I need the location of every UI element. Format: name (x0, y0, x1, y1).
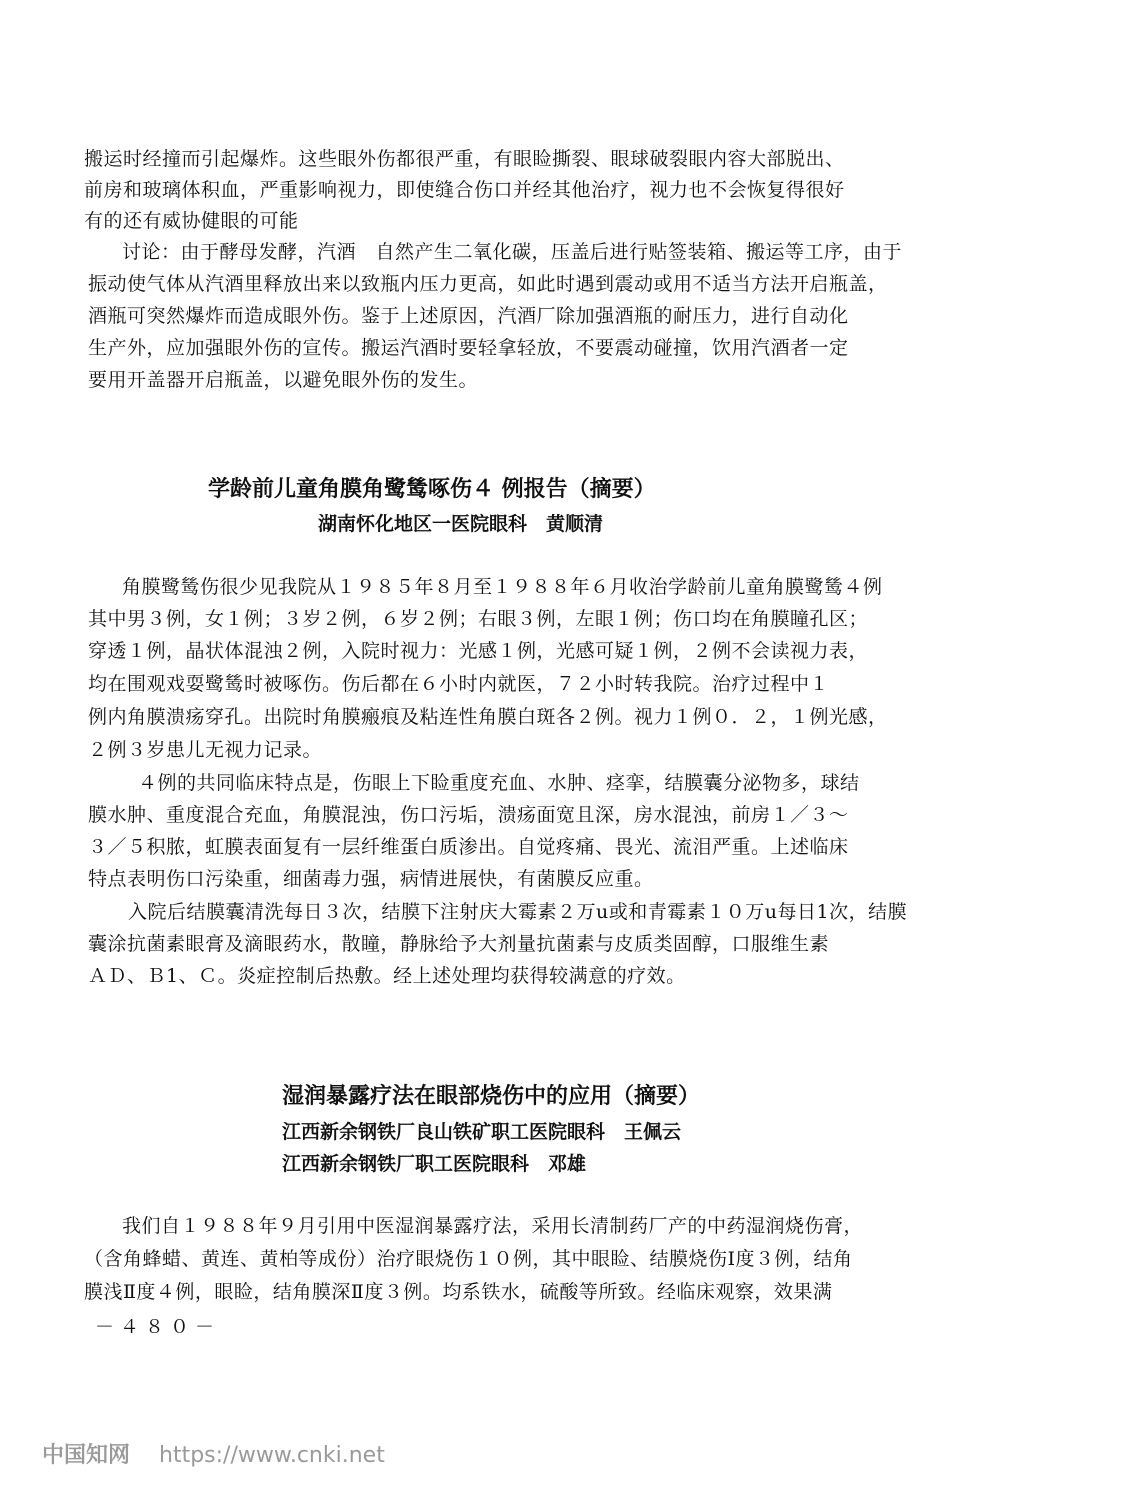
body-line: ２例３岁患儿无视力记录。 (88, 739, 323, 761)
footer-watermark (42, 1438, 385, 1469)
body-line: 要用开盖器开启瓶盖，以避免眼外伤的发生。 (88, 369, 479, 391)
body-line: 角膜鹭鸶伤很少见我院从１９８５年８月至１９８８年６月收治学龄前儿童角膜鹭鸶４例 (122, 576, 883, 598)
article-byline: 江西新余钢铁厂良山铁矿职工医院眼科 王佩云 (282, 1121, 682, 1143)
footer-url[interactable]: https://www.cnki.net (159, 1443, 385, 1468)
body-line: ＡＤ、Ｂ1、Ｃ。炎症控制后热敷。经上述处理均获得较满意的疗效。 (88, 965, 686, 987)
body-line: 前房和玻璃体积血，严重影响视力，即使缝合伤口并经其他治疗，视力也不会恢复得很好 (84, 179, 845, 201)
article-title: 湿润暴露疗法在眼部烧伤中的应用（摘要） (282, 1083, 701, 1109)
body-line: 膜浅Ⅱ度４例，眼睑，结角膜深Ⅱ度３例。均系铁水，硫酸等所致。经临床观察，效果满 (84, 1281, 833, 1303)
body-line: 均在围观戏耍鹭鸶时被啄伤。伤后都在６小时内就医，７２小时转我院。治疗过程中１ (88, 673, 830, 695)
body-line: 振动使气体从汽酒里释放出来以致瓶内压力更高，如此时遇到震动或用不适当方法开启瓶盖， (88, 273, 888, 295)
body-line: 膜水肿、重度混合充血，角膜混浊，伤口污垢，溃疡面宽且深，房水混浊，前房１／３～ (88, 804, 849, 826)
body-line: 搬运时经撞而引起爆炸。这些眼外伤都很严重，有眼睑撕裂、眼球破裂眼内容大部脱出、 (84, 148, 845, 170)
body-line: 有的还有威协健眼的可能 (84, 210, 299, 232)
body-line: 讨论：由于酵母发酵，汽酒 自然产生二氧化碳，压盖后进行贴签装箱、搬运等工序，由于 (122, 241, 903, 263)
body-line: 特点表明伤口污染重，细菌毒力强，病情进展快，有菌膜反应重。 (88, 868, 654, 890)
page-number: －４８０－ (95, 1316, 221, 1338)
body-line: 穿透１例，晶状体混浊２例，入院时视力：光感１例，光感可疑１例，２例不会读视力表， (88, 640, 869, 662)
article-byline: 湖南怀化地区一医院眼科 黄顺清 (318, 513, 604, 535)
body-line: （含角蜂蜡、黄连、黄柏等成份）治疗眼烧伤１０例，其中眼睑、结膜烧伤Ⅰ度３例，结角 (84, 1248, 853, 1270)
article-byline: 江西新余钢铁厂职工医院眼科 邓雄 (282, 1153, 587, 1175)
body-line: 入院后结膜囊清洗每日３次，结膜下注射庆大霉素２万u或和青霉素１０万u每日1次，结膜 (128, 901, 908, 923)
body-line: ３／５积脓，虹膜表面复有一层纤维蛋白质渗出。自觉疼痛、畏光、流泪严重。上述临床 (88, 836, 849, 858)
body-line: 酒瓶可突然爆炸而造成眼外伤。鉴于上述原因，汽酒厂除加强酒瓶的耐压力，进行自动化 (88, 305, 849, 327)
body-line: 囊涂抗菌素眼膏及滴眼药水，散瞳，静脉给予大剂量抗菌素与皮质类固醇，口服维生素 (88, 933, 830, 955)
article-title: 学龄前儿童角膜角鹭鸶啄伤４ 例报告（摘要） (208, 476, 656, 502)
cnki-logo: 中国知网 (42, 1443, 131, 1468)
body-line: 其中男３例，女１例；３岁２例，６岁２例；右眼３例，左眼１例；伤口均在角膜瞳孔区； (88, 608, 869, 630)
body-line: ４例的共同临床特点是，伤眼上下睑重度充血、水肿、痉挛，结膜囊分泌物多，球结 (138, 772, 860, 794)
body-line: 我们自１９８８年９月引用中医湿润暴露疗法，采用长清制药厂产的中药湿润烧伤膏， (122, 1215, 864, 1237)
body-line: 生产外，应加强眼外伤的宣传。搬运汽酒时要轻拿轻放，不要震动碰撞，饮用汽酒者一定 (88, 337, 849, 359)
body-line: 例内角膜溃疡穿孔。出院时角膜瘢痕及粘连性角膜白斑各２例。视力１例０．２，１例光感， (88, 706, 888, 728)
